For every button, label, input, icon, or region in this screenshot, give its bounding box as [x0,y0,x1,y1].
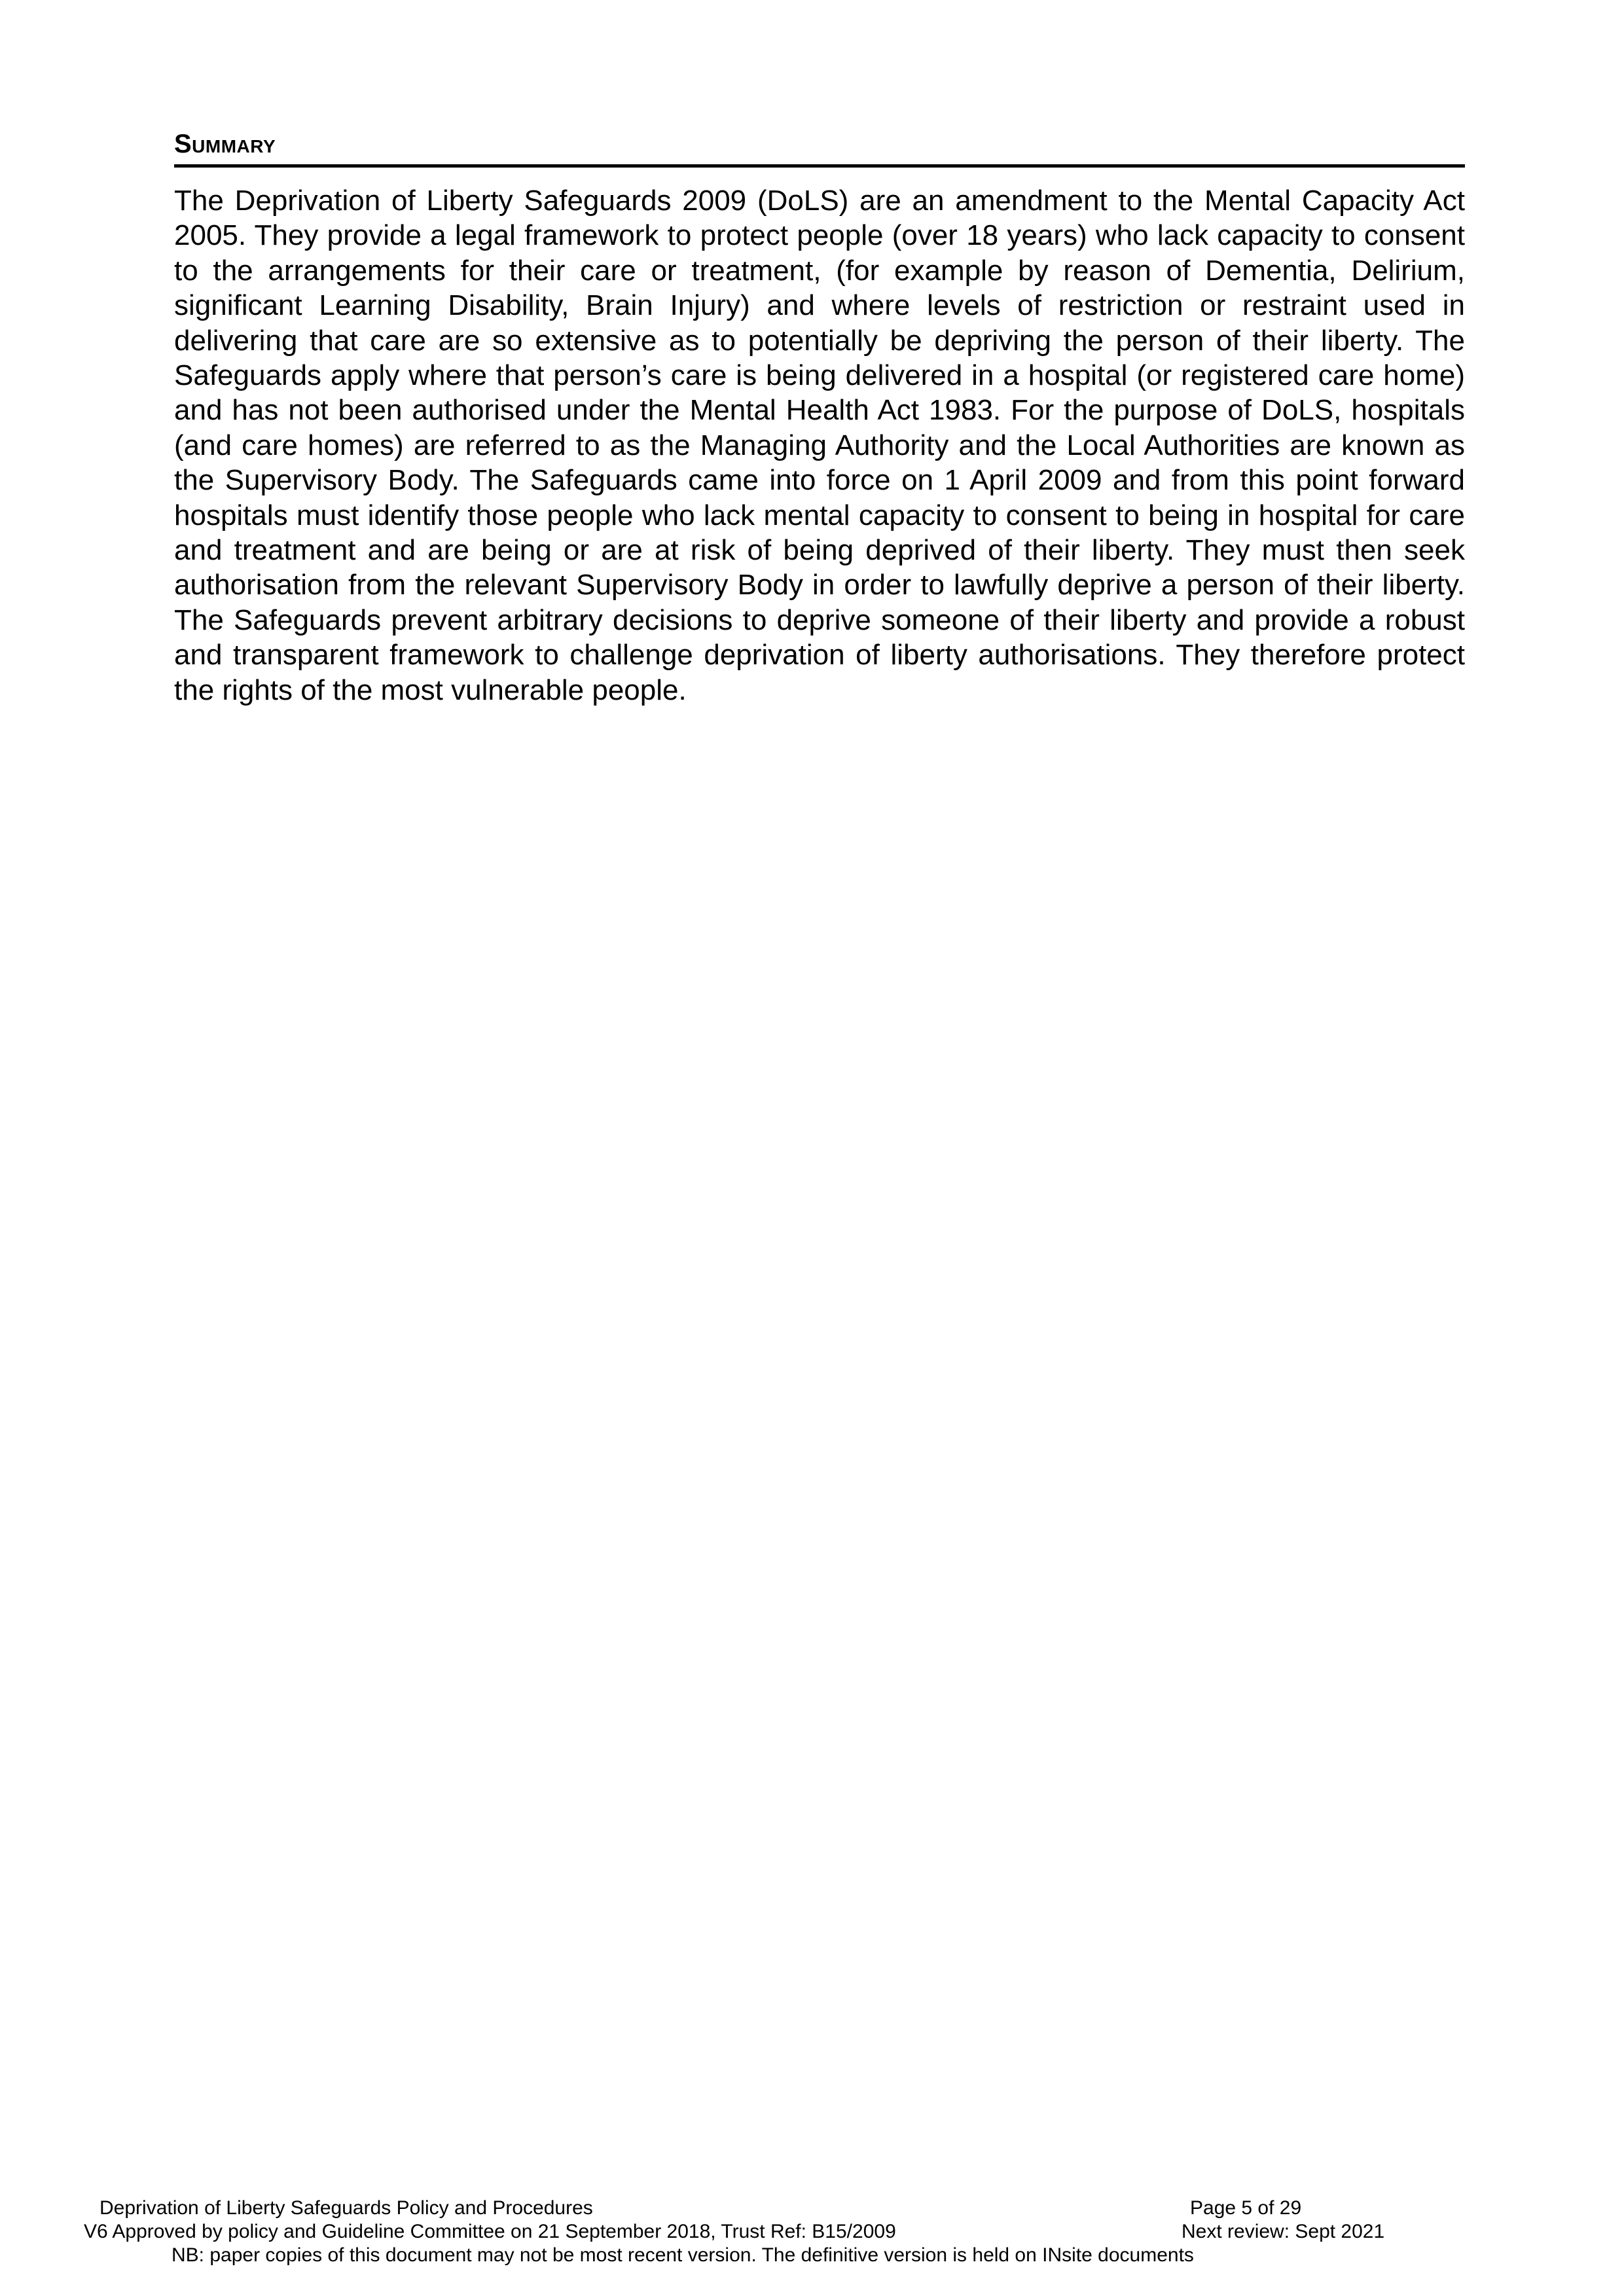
section-heading: Summary [174,124,1465,168]
footer-version-line: V6 Approved by policy and Guideline Committee on 21 September 2018, Trust Ref: B15/2009 [84,2221,896,2242]
footer-note: NB: paper copies of this document may not be most recent version. The definitive version is held on INsite documents [171,2244,1194,2266]
footer-page-number: Page 5 of 29 [1190,2197,1302,2219]
summary-paragraph: The Deprivation of Liberty Safeguards 2009 (DoLS) are an amendment to the Mental Capacity Act 2005. They provide a legal framework to protect people (over 18 years) who lack capacity to consent to the arrangements for their care or treatment, (for example by reason of Dementia, Delirium, significant Learning Disability, Brain Injury) and where levels of restriction or restraint used in delivering that care are so extensive as to potentially be depriving the person of their liberty. The Safeguards apply where that person’s care is being delivered in a hospital (or registered care home) and has not been authorised under the Mental Health Act 1983. For the purpose of DoLS, hospitals (and care homes) are referred to as the Managing Authority and the Local Authorities are known as the Supervisory Body. The Safeguards came into force on 1 April 2009 and from this point forward hospitals must identify those people who lack mental capacity to consent to being in hospital for care and treatment and are being or are at risk of being deprived of their liberty. They must then seek authorisation from the relevant Supervisory Body in order to lawfully deprive a person of their liberty. The Safeguards prevent arbitrary decisions to deprive someone of their liberty and provide a robust and transparent framework to challenge deprivation of liberty authorisations. They therefore protect the rights of the most vulnerable people. [174,185,1465,706]
footer-next-review: Next review: Sept 2021 [1182,2221,1385,2242]
footer-document-title: Deprivation of Liberty Safeguards Policy and Procedures [99,2197,593,2219]
